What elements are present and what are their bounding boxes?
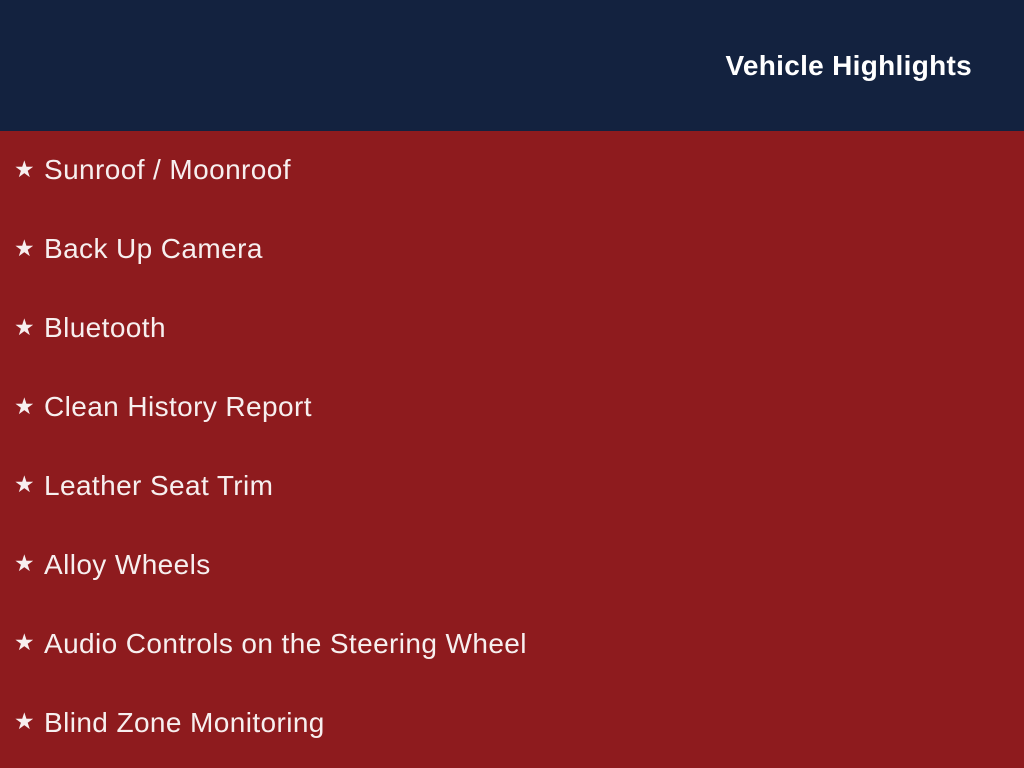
star-icon: ★ [14,234,35,261]
star-icon: ★ [14,392,35,419]
list-item-label: Back Up Camera [44,233,263,265]
list-item-label: Sunroof / Moonroof [44,154,291,186]
list-item [0,131,1024,210]
list-item [0,368,1024,447]
star-icon: ★ [14,629,35,656]
highlights-list [0,131,1024,768]
list-item-label: Blind Zone Monitoring [44,706,325,738]
list-item-label: Bluetooth [44,312,166,344]
list-item-label: Audio Controls on the Steering Wheel [44,627,527,659]
star-icon: ★ [14,471,35,498]
list-item [0,525,1024,604]
list-item-label: Clean History Report [44,391,312,423]
star-icon: ★ [14,313,35,340]
star-icon: ★ [14,708,35,735]
list-item-label: Leather Seat Trim [44,469,274,501]
star-icon: ★ [14,550,35,577]
list-item [0,604,1024,683]
page-title: Vehicle Highlights [725,49,972,81]
list-item-label: Alloy Wheels [44,548,211,580]
star-icon: ★ [14,155,35,182]
list-item [0,683,1024,762]
list-item [0,447,1024,526]
list-item [0,289,1024,368]
list-item [0,210,1024,289]
header-bar [0,0,1024,131]
